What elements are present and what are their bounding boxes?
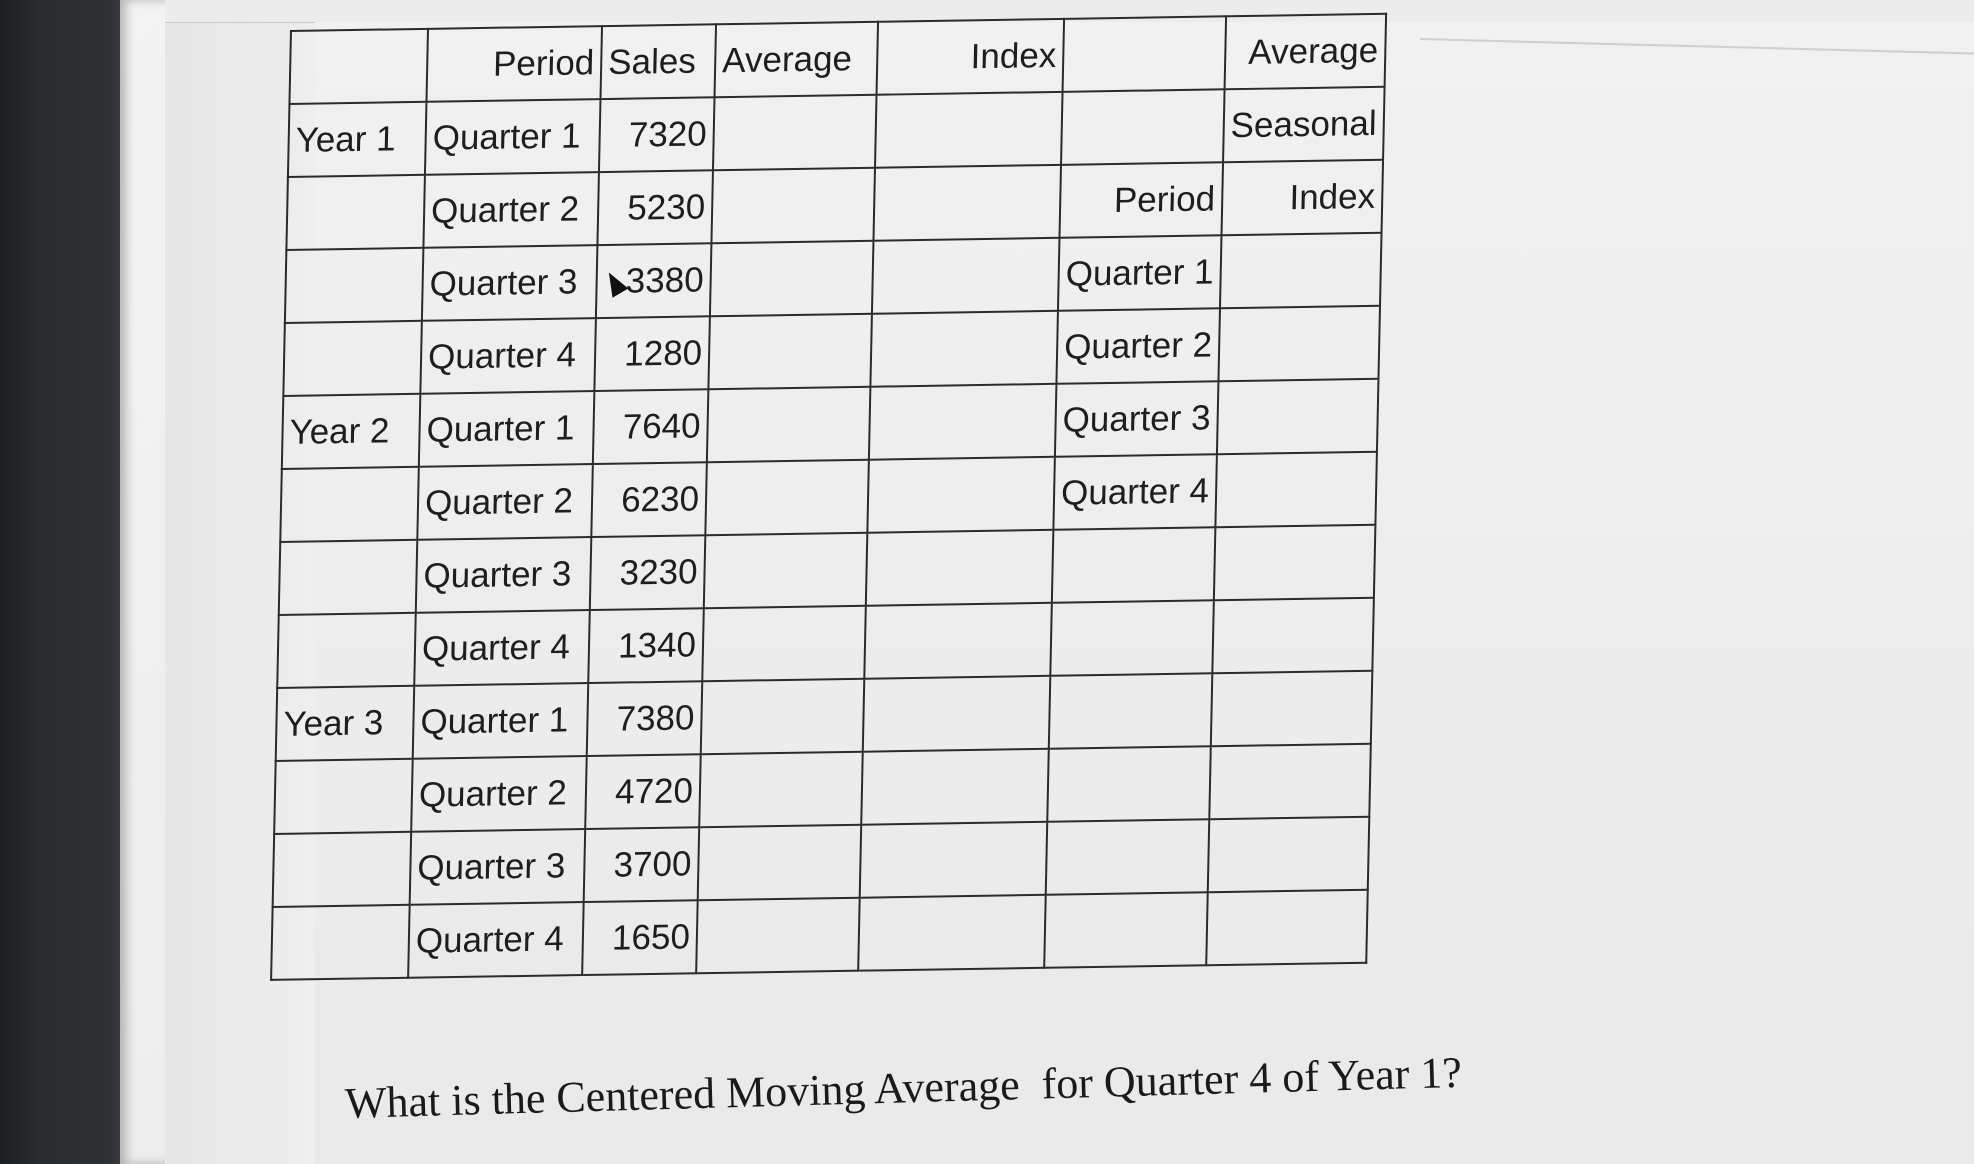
header-period: Period	[426, 26, 602, 102]
header-sales: Sales	[600, 24, 716, 99]
sales-table	[270, 13, 1387, 981]
average-cell[interactable]	[707, 387, 871, 463]
seasonal-period-header: Period	[1059, 162, 1222, 238]
period-cell: Quarter 4	[408, 902, 584, 978]
sales-cell: 1340	[588, 608, 704, 683]
seasonal-period-cell	[1044, 892, 1207, 968]
seasonal-index-cell	[1206, 890, 1368, 966]
sales-cell: 7640	[593, 389, 709, 464]
year-cell: Year 1	[288, 102, 427, 177]
year-cell	[285, 248, 424, 323]
index-cell[interactable]	[863, 676, 1051, 752]
average-cell[interactable]	[708, 314, 872, 390]
mouse-cursor-icon	[601, 268, 628, 298]
header-year-cell	[289, 29, 428, 104]
period-cell: Quarter 4	[414, 610, 590, 686]
header-seasonal-period-blank	[1063, 16, 1226, 92]
period-cell: Quarter 1	[413, 683, 589, 759]
year-cell: Year 3	[276, 686, 415, 761]
seasonal-period-cell	[1046, 819, 1209, 895]
year-cell	[280, 467, 419, 542]
period-cell: Quarter 1	[419, 391, 595, 467]
period-cell: Quarter 1	[425, 99, 601, 175]
header-average: Average	[715, 22, 879, 98]
index-cell[interactable]	[875, 92, 1063, 168]
seasonal-period-cell	[1052, 527, 1215, 603]
index-cell[interactable]	[860, 822, 1048, 898]
seasonal-period-cell: Quarter 2	[1056, 308, 1219, 384]
worksheet	[270, 13, 1387, 981]
seasonal-period-cell	[1047, 746, 1210, 822]
average-cell[interactable]	[699, 752, 863, 828]
index-cell[interactable]	[867, 457, 1055, 533]
index-cell[interactable]	[870, 311, 1058, 387]
average-cell[interactable]	[711, 168, 875, 244]
seasonal-index-cell	[1208, 817, 1370, 893]
period-cell: Quarter 3	[410, 829, 586, 905]
seasonal-index-cell	[1211, 671, 1373, 747]
period-cell: Quarter 3	[416, 537, 592, 613]
period-cell: Quarter 3	[422, 245, 598, 321]
year-cell	[279, 540, 418, 615]
seasonal-period-cell: Quarter 3	[1055, 381, 1218, 457]
seasonal-label: Seasonal	[1223, 87, 1385, 163]
seasonal-index-cell[interactable]	[1215, 452, 1377, 528]
year-cell: Year 2	[282, 394, 421, 469]
period-cell: Quarter 2	[423, 172, 599, 248]
seasonal-index-cell[interactable]	[1218, 306, 1380, 382]
average-cell[interactable]	[698, 825, 862, 901]
average-cell[interactable]	[701, 679, 865, 755]
average-cell[interactable]	[710, 241, 874, 317]
seasonal-index-cell	[1214, 525, 1376, 601]
sales-cell: 1280	[594, 316, 710, 391]
seasonal-index-cell	[1209, 744, 1371, 820]
average-cell[interactable]	[704, 533, 868, 609]
question-part-1: What is the Centered Moving Average	[344, 1060, 1021, 1128]
seasonal-period-cell	[1061, 89, 1224, 165]
seasonal-index-cell[interactable]	[1217, 379, 1379, 455]
period-cell: Quarter 2	[417, 464, 593, 540]
sales-cell: 6230	[591, 462, 707, 537]
index-cell[interactable]	[864, 603, 1052, 679]
seasonal-index-header: Index	[1221, 160, 1383, 236]
seasonal-period-cell	[1050, 600, 1213, 676]
question-part-2: for Quarter 4 of Year 1?	[1040, 1047, 1463, 1109]
index-cell[interactable]	[873, 165, 1061, 241]
header-seasonal-average: Average	[1224, 14, 1386, 90]
year-cell	[274, 759, 413, 834]
period-cell: Quarter 4	[420, 318, 596, 394]
year-cell	[273, 832, 412, 907]
year-cell	[283, 321, 422, 396]
average-cell[interactable]	[713, 95, 877, 171]
year-cell	[277, 613, 416, 688]
sales-cell	[596, 243, 712, 318]
sales-value: 3380	[625, 259, 705, 301]
seasonal-index-cell[interactable]	[1220, 233, 1382, 309]
index-cell[interactable]	[866, 530, 1054, 606]
index-cell[interactable]	[872, 238, 1060, 314]
seasonal-period-cell	[1049, 673, 1212, 749]
period-cell: Quarter 2	[411, 756, 587, 832]
seasonal-period-cell: Quarter 1	[1058, 235, 1221, 311]
sales-cell: 1650	[582, 900, 698, 975]
index-cell[interactable]	[869, 384, 1057, 460]
seasonal-period-cell: Quarter 4	[1053, 454, 1216, 530]
index-cell[interactable]	[858, 895, 1046, 971]
average-cell[interactable]	[705, 460, 869, 536]
seasonal-index-cell	[1212, 598, 1374, 674]
header-index: Index	[877, 19, 1065, 95]
index-cell[interactable]	[861, 749, 1049, 825]
year-cell	[286, 175, 425, 250]
sales-cell: 3700	[584, 827, 700, 902]
sales-cell: 7320	[599, 97, 715, 172]
average-cell[interactable]	[702, 606, 866, 682]
sales-cell: 4720	[585, 754, 701, 829]
average-cell[interactable]	[696, 898, 860, 974]
sales-cell: 7380	[587, 681, 703, 756]
sales-cell: 3230	[590, 535, 706, 610]
year-cell	[271, 905, 410, 980]
sales-cell: 5230	[597, 170, 713, 245]
